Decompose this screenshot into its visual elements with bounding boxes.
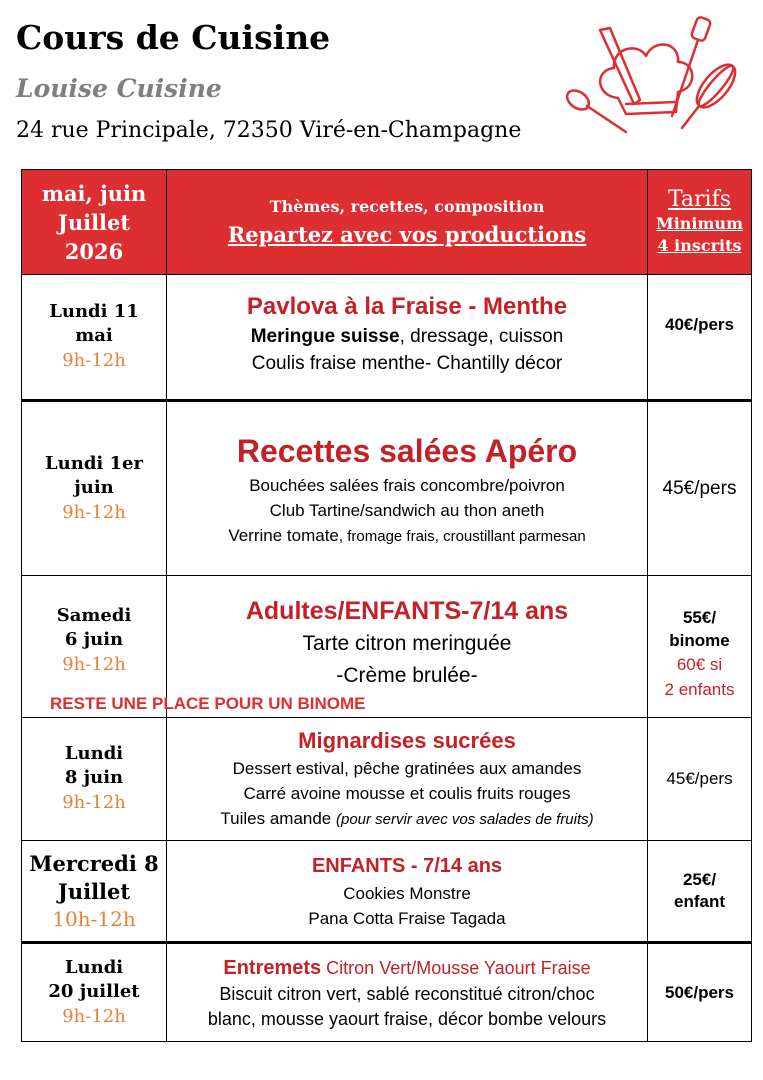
course-title: Adultes/ENFANTS-7/14 ans [245,597,569,625]
chef-hat-utensils-icon [556,12,746,142]
header-themes-cell [167,170,648,275]
header-tarifs: Tarifs [667,187,732,212]
recipe-cell [167,401,648,576]
table-header-row [22,170,752,275]
header-period-line2: Juillet [57,209,131,235]
date-day-line2: 20 juillet [48,980,140,1002]
table-row [22,841,752,943]
date-day-line1: Lundi 1er [45,452,143,474]
header-period-line1: mai, juin [41,180,147,206]
recipe-line: Pana Cotta Fraise Tagada [308,909,506,928]
date-day-line1: Lundi [64,956,124,978]
date-day-line2: 6 juin [64,629,124,650]
date-cell [22,401,167,576]
table-row [22,275,752,401]
recipe-cell [167,275,648,401]
course-title-rest: Citron Vert/Mousse Yaourt Fraise [321,957,591,978]
header-themes: Thèmes, recettes, composition [269,197,545,216]
date-day-line1: Lundi 11 [49,301,139,322]
price-cell [648,718,752,841]
business-name: Louise Cuisine [16,74,222,103]
recipe-cell [167,943,648,1042]
header-tarifs-cell [648,170,752,275]
time-slot: 9h-12h [62,654,126,675]
price-line1: 25€/ [682,870,717,889]
recipe-line: Dessert estival, pêche gratinées aux amandes [232,759,582,778]
recipe-note: (pour servir avec vos salades de fruits) [336,811,594,828]
course-title: Mignardises sucrées [298,728,516,753]
time-slot: 9h-12h [62,501,126,523]
price: 45€/pers [662,477,737,499]
price-line4: 2 enfants [664,680,735,699]
date-day-line1: Lundi [64,743,124,764]
recipe-cell [167,841,648,943]
recipe-line: Tarte citron meringuée [302,632,512,655]
recipe-line: Carré avoine mousse et coulis fruits rouges [243,784,571,803]
header-minimum-line1: Minimum [656,214,743,233]
time-slot: 9h-12h [62,792,126,813]
course-title: ENFANTS - 7/14 ans [311,855,503,877]
date-day-line2: mai [75,325,113,346]
date-day-line2: 8 juin [64,767,124,788]
price: 40€/pers [665,315,734,334]
price-cell [648,401,752,576]
recipe-line-main: Verrine tomate [228,525,339,545]
schedule-table [21,169,752,1042]
recipe-line: Cookies Monstre [343,884,471,903]
date-cell [22,275,167,401]
price-cell [648,841,752,943]
date-day-line2: Juillet [57,879,131,904]
price-line3: 60€ si [676,655,723,674]
recipe-line: -Crème brulée- [336,664,478,687]
course-title: Recettes salées Apéro [236,432,578,469]
header-repartez: Repartez avec vos productions [227,222,587,247]
price: 45€/pers [666,769,733,788]
date-day-line2: juin [74,476,114,498]
table-row [22,401,752,576]
date-cell [22,841,167,943]
price-line1: 55€/ [682,608,717,627]
time-slot: 10h-12h [52,907,136,931]
recipe-cell [167,718,648,841]
recipe-line: blanc, mousse yaourt fraise, décor bombe velours [207,1008,607,1029]
page-title: Cours de Cuisine [16,18,331,57]
time-slot: 9h-12h [62,350,126,371]
date-day-line1: Samedi [56,605,132,626]
recipe-line: Bouchées salées frais concombre/poivron [249,475,565,495]
course-title-bold: Entremets [223,956,322,979]
recipe-line: Club Tartine/sandwich au thon aneth [269,500,545,520]
recipe-line: Biscuit citron vert, sablé reconstitué citron/choc [219,983,595,1004]
date-cell [22,943,167,1042]
header-period-line3: 2026 [64,238,124,264]
recipe-line-bold: Meringue suisse [250,326,400,347]
date-day-line1: Mercredi 8 [29,851,159,876]
recipe-line-main: Tuiles amande [220,809,336,828]
price: 50€/pers [665,982,734,1002]
price-line2: enfant [674,892,725,911]
recipe-line: Coulis fraise menthe- Chantilly décor [251,353,563,374]
recipe-line-rest: , dressage, cuisson [399,326,564,347]
price-cell [648,275,752,401]
availability-banner: RESTE UNE PLACE POUR UN BINOME [50,694,366,713]
course-title: Pavlova à la Fraise - Menthe [246,293,568,320]
header-minimum-line2: 4 inscrits [657,236,742,255]
price-cell [648,943,752,1042]
header-period-cell [22,170,167,275]
price-cell [648,576,752,718]
recipe-line-small: , fromage frais, croustillant parmesan [338,527,586,545]
address: 24 rue Principale, 72350 Viré-en-Champagne [16,118,522,143]
price-line2: binome [669,631,730,650]
table-row [22,943,752,1042]
table-row [22,718,752,841]
date-cell [22,718,167,841]
time-slot: 9h-12h [62,1005,126,1027]
